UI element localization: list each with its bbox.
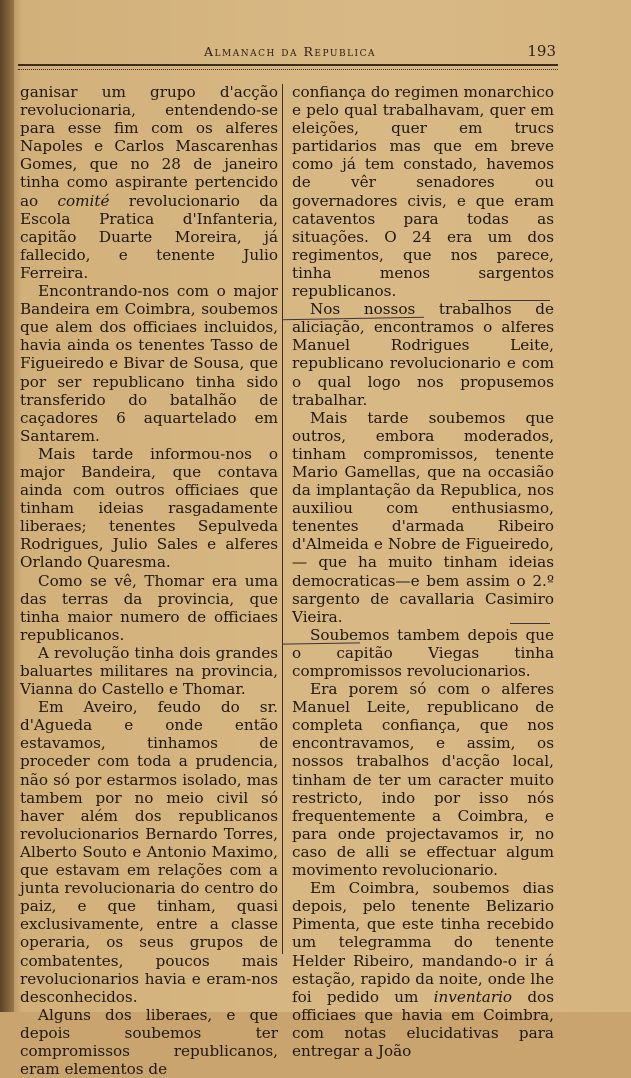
book-spine-shadow [0, 0, 14, 1012]
paragraph: Nos nossos trabalhos de aliciação, encontramos o alferes Manuel Rodrigues Leite, republicano revolucionario e com o qual logo nos propusemos trabalhar. [292, 300, 554, 409]
emphasis: comité [57, 191, 110, 210]
right-column [292, 83, 554, 1060]
paragraph: Como se vê, Thomar era uma das terras da provincia, que tinha maior numero de officiaes republicanos. [20, 571, 278, 644]
paragraph: Era porem só com o alferes Manuel Leite, republicano de completa confiança, que nos encontravamos, e assim, os nossos trabalhos d'acção local, tinham de ter um caracter muito restricto, indo por isso nós frequentemente a Coimbra, e para onde projectavamos ir, no caso de alli se effectuar algum movimento revolucionario. [292, 680, 554, 880]
paragraph: A revolução tinha dois grandes baluartes militares na provincia, Vianna do Castello e Thomar. [20, 643, 278, 699]
paragraph: Encontrando-nos com o major Bandeira em Coimbra, soubemos que alem dos officiaes incluidos, havia ainda os tenentes Tasso de Figueiredo e Bivar de Sousa, que por ser republicano tinha sido transferido do batalhão de caçadores 6 aquartelado em Santarem. [20, 282, 278, 445]
header-rule [18, 64, 558, 70]
pen-underline [510, 623, 550, 624]
paragraph: Alguns dos liberaes, e que depois soubemos ter compromissos republicanos, eram elementos de [20, 1005, 278, 1078]
paragraph: Em Coimbra, soubemos dias depois, pelo tenente Belizario Pimenta, que este tinha recebido um telegramma do tenente Helder Ribeiro, mandando-o ir á estação, rapido da noite, onde lhe foi pedido um inventario dos officiaes que havia em Coimbra, com notas elucidativas para entregar a João [292, 879, 554, 1060]
page-number: 193 [527, 42, 556, 60]
paragraph: Soubemos tambem depois que o capitão Viegas tinha compromissos revolucionarios. [292, 625, 554, 680]
running-head [24, 42, 556, 66]
paragraph: ganisar um grupo d'acção revolucionaria, entendendo-se para esse fim com os alferes Napoles e Carlos Mascarenhas Gomes, que no 28 de janeiro tinha como aspirante pertencido ao comité revolucionario da Escola Pratica d'Infanteria, capitão Duarte Moreira, já fallecido, e tenente Julio Ferreira. [20, 83, 278, 282]
left-column [20, 83, 278, 1078]
emphasis: inventario [433, 987, 513, 1006]
paragraph: Em Aveiro, feudo do sr. d'Agueda e onde então estavamos, tinhamos de proceder com toda a prudencia, não só por estarmos isolado, mas tambem por no meio civil só haver além dos republicanos revolucionarios Bernardo Torres, Alberto Souto e Antonio Maximo, que estavam em relações com a junta revolucionaria do centro do paiz, e que tinham, quasi exclusivamente, entre a classe operaria, os seus grupos de combatentes, poucos mais revolucionarios havia e eram-nos desconhecidos. [20, 698, 278, 1006]
paragraph: confiança do regimen monarchico e pelo qual trabalhavam, quer em eleições, quer em trucs partidarios mas que em breve como já tem constado, havemos de vêr senadores ou governadores civis, e que eram cataventos para todas as situações. O 24 era um dos regimentos, que nos parece, tinha menos sargentos republicanos. [292, 83, 554, 301]
pen-underline [468, 300, 550, 301]
running-title: Almanach da Republica [204, 44, 376, 59]
column-divider [282, 84, 283, 954]
paragraph: Mais tarde informou-nos o major Bandeira, que contava ainda com outros officiaes que tinham ideias rasgadamente liberaes; tenentes Sepulveda Rodrigues, Julio Sales e alferes Orlando Quaresma. [20, 444, 278, 572]
paragraph: Mais tarde soubemos que outros, embora moderados, tinham compromissos, tenente Mario Gamellas, que na occasião da implantação da Republica, nos auxiliou com enthusiasmo, tenentes d'armada Ribeiro d'Almeida e Nobre de Figueiredo, — que ha muito tinham ideias democraticas—e bem assim o 2.º sargento de cavallaria Casimiro Vieira. [292, 408, 554, 626]
